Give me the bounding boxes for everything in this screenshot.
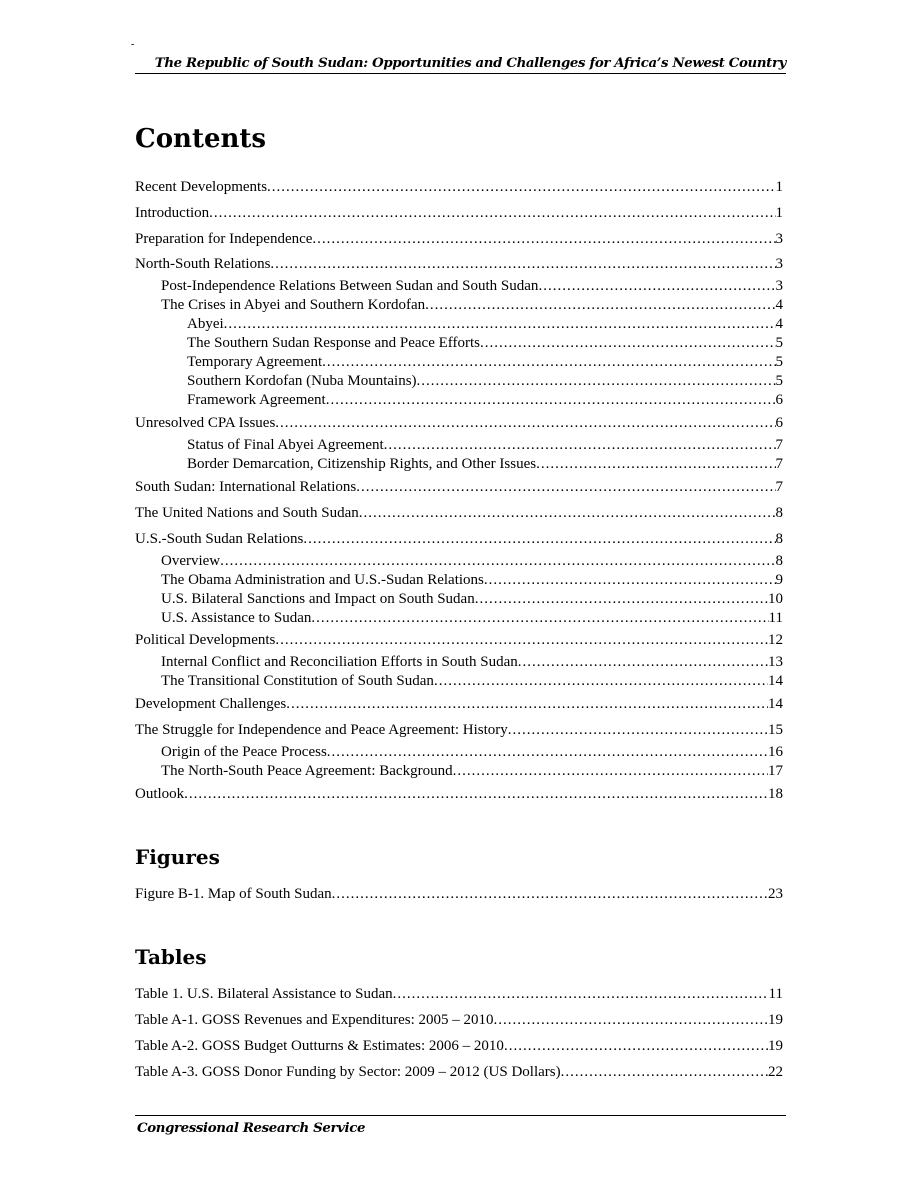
- toc-entry-page: 15: [768, 722, 783, 738]
- toc-entry[interactable]: [135, 885, 783, 904]
- toc-entry[interactable]: [135, 436, 783, 455]
- dot-leader: [267, 178, 775, 197]
- dot-leader: [536, 455, 775, 474]
- dot-leader: [275, 631, 768, 650]
- toc-entry[interactable]: [135, 277, 783, 296]
- toc-entry-title: Border Demarcation, Citizenship Rights, and Other Issues: [187, 456, 537, 472]
- toc-entry[interactable]: [135, 571, 783, 590]
- toc-entry[interactable]: [135, 315, 783, 334]
- dot-leader: [184, 785, 768, 804]
- toc-entry[interactable]: [135, 255, 783, 274]
- toc-entry-title: Recent Developments: [135, 179, 268, 195]
- toc-entry[interactable]: [135, 204, 783, 223]
- toc-entry-page: 14: [768, 696, 783, 712]
- dot-leader: [504, 1037, 768, 1056]
- toc-entry-title: Introduction: [135, 205, 210, 221]
- dot-leader: [475, 590, 768, 609]
- dot-leader: [326, 391, 776, 410]
- toc-entry[interactable]: [135, 631, 783, 650]
- toc-entry-title: Figure B-1. Map of South Sudan: [135, 886, 332, 902]
- contents-heading: Contents: [135, 124, 267, 154]
- toc-entry[interactable]: [135, 985, 783, 1004]
- toc-entry[interactable]: [135, 230, 783, 249]
- figures-heading: Figures: [135, 845, 220, 869]
- toc-entry[interactable]: [135, 504, 783, 523]
- toc-entry-title: U.S. Assistance to Sudan: [161, 610, 312, 626]
- toc-entry-title: Unresolved CPA Issues: [135, 415, 276, 431]
- toc-entry-page: 6: [775, 392, 783, 408]
- stray-mark: -: [131, 39, 135, 50]
- toc-entry-title: North-South Relations: [135, 256, 271, 272]
- toc-entry-page: 23: [768, 886, 783, 902]
- toc-entry-page: 16: [768, 744, 783, 760]
- toc-entry-title: Origin of the Peace Process: [161, 744, 327, 760]
- toc-entry-title: Internal Conflict and Reconciliation Efforts in South Sudan: [161, 654, 518, 670]
- footer-rule: [135, 1115, 786, 1116]
- toc-entry-page: 7: [775, 437, 783, 453]
- toc-entry-page: 8: [775, 505, 783, 521]
- toc-entry-page: 5: [775, 335, 783, 351]
- toc-entry-title: U.S.-South Sudan Relations: [135, 531, 304, 547]
- dot-leader: [417, 372, 776, 391]
- toc-entry[interactable]: [135, 721, 783, 740]
- toc-entry[interactable]: [135, 762, 783, 781]
- toc-entry-title: The Southern Sudan Response and Peace Efforts: [187, 335, 480, 351]
- toc-entry-page: 10: [768, 591, 783, 607]
- tables-heading: Tables: [135, 945, 207, 969]
- toc-entry-title: Abyei: [187, 316, 224, 332]
- dot-leader: [220, 552, 775, 571]
- toc-entry-title: Status of Final Abyei Agreement: [187, 437, 384, 453]
- toc-entry-page: 17: [768, 763, 783, 779]
- toc-entry[interactable]: [135, 334, 783, 353]
- dot-leader: [359, 504, 776, 523]
- dot-leader: [311, 609, 768, 628]
- dot-leader: [393, 985, 769, 1004]
- toc-entry-page: 5: [775, 373, 783, 389]
- toc-entry-title: Political Developments: [135, 632, 276, 648]
- toc-entry-title: U.S. Bilateral Sanctions and Impact on South Sudan: [161, 591, 475, 607]
- toc-entry-title: Table A-2. GOSS Budget Outturns & Estimates: 2006 – 2010: [135, 1038, 504, 1054]
- dot-leader: [480, 334, 776, 353]
- toc-entry-page: 9: [775, 572, 783, 588]
- running-header: The Republic of South Sudan: Opportunities and Challenges for Africa’s Newest Country: [135, 56, 786, 74]
- toc-entry-page: 1: [775, 205, 783, 221]
- toc-entry-page: 14: [768, 673, 783, 689]
- dot-leader: [275, 414, 775, 433]
- toc-entry-title: Development Challenges: [135, 696, 287, 712]
- dot-leader: [224, 315, 776, 334]
- dot-leader: [561, 1063, 768, 1082]
- toc-entry-title: Table 1. U.S. Bilateral Assistance to Sudan: [135, 986, 393, 1002]
- dot-leader: [327, 743, 768, 762]
- toc-entry[interactable]: [135, 743, 783, 762]
- toc-entry[interactable]: [135, 455, 783, 474]
- toc-entry-title: South Sudan: International Relations: [135, 479, 357, 495]
- dot-leader: [270, 255, 775, 274]
- toc-entry-page: 3: [775, 231, 783, 247]
- toc-entry-page: 22: [768, 1064, 783, 1080]
- dot-leader: [286, 695, 768, 714]
- toc-entry[interactable]: [135, 372, 783, 391]
- toc-entry-page: 19: [768, 1038, 783, 1054]
- dot-leader: [453, 762, 768, 781]
- dot-leader: [332, 885, 768, 904]
- toc-entry-page: 8: [775, 531, 783, 547]
- dot-leader: [493, 1011, 768, 1030]
- toc-entry-page: 3: [775, 278, 783, 294]
- footer-publisher: Congressional Research Service: [137, 1121, 366, 1136]
- toc-entry-page: 1: [775, 179, 783, 195]
- toc-entry[interactable]: [135, 478, 783, 497]
- dot-leader: [384, 436, 776, 455]
- toc-entry-title: The North-South Peace Agreement: Background: [161, 763, 453, 779]
- dot-leader: [434, 672, 768, 691]
- toc-entry[interactable]: [135, 296, 783, 315]
- toc-entry-title: The United Nations and South Sudan: [135, 505, 359, 521]
- toc-entry[interactable]: [135, 695, 783, 714]
- toc-entry-title: Table A-3. GOSS Donor Funding by Sector: 2009 – 2012 (US Dollars): [135, 1064, 561, 1080]
- toc-entry-page: 4: [775, 297, 783, 313]
- toc-entry-page: 5: [775, 354, 783, 370]
- toc-entry[interactable]: [135, 178, 783, 197]
- toc-entry-page: 7: [775, 456, 783, 472]
- toc-entry[interactable]: [135, 653, 783, 672]
- toc-entry-page: 19: [768, 1012, 783, 1028]
- toc-entry[interactable]: [135, 391, 783, 410]
- dot-leader: [356, 478, 775, 497]
- toc-entry-title: The Obama Administration and U.S.-Sudan Relations: [161, 572, 484, 588]
- dot-leader: [209, 204, 775, 223]
- dot-leader: [303, 530, 775, 549]
- toc-entry[interactable]: [135, 609, 783, 628]
- toc-entry-title: Outlook: [135, 786, 185, 802]
- toc-entry-page: 12: [768, 632, 783, 648]
- toc-entry-title: The Crises in Abyei and Southern Kordofan: [161, 297, 426, 313]
- toc-entry-title: The Struggle for Independence and Peace Agreement: History: [135, 722, 508, 738]
- toc-entry[interactable]: [135, 785, 783, 804]
- toc-entry-page: 6: [775, 415, 783, 431]
- toc-entry-title: Preparation for Independence: [135, 231, 313, 247]
- toc-entry-title: Southern Kordofan (Nuba Mountains): [187, 373, 417, 389]
- toc-entry[interactable]: [135, 353, 783, 372]
- toc-entry[interactable]: [135, 672, 783, 691]
- toc-entry-title: Temporary Agreement: [187, 354, 323, 370]
- toc-entry-title: The Transitional Constitution of South Sudan: [161, 673, 434, 689]
- dot-leader: [484, 571, 776, 590]
- toc-entry[interactable]: [135, 414, 783, 433]
- toc-entry-page: 11: [768, 610, 783, 626]
- toc-entry-page: 7: [775, 479, 783, 495]
- toc-entry-page: 3: [775, 256, 783, 272]
- toc-entry-title: Table A-1. GOSS Revenues and Expenditures: 2005 – 2010: [135, 1012, 494, 1028]
- toc-entry-page: 8: [775, 553, 783, 569]
- toc-entry-page: 4: [775, 316, 783, 332]
- toc-entry[interactable]: [135, 590, 783, 609]
- toc-entry[interactable]: [135, 1037, 783, 1056]
- toc-entry[interactable]: [135, 1063, 783, 1082]
- toc-entry-title: Post-Independence Relations Between Sudan and South Sudan: [161, 278, 539, 294]
- toc-entry[interactable]: [135, 552, 783, 571]
- toc-entry-title: Framework Agreement: [187, 392, 326, 408]
- dot-leader: [312, 230, 775, 249]
- toc-entry[interactable]: [135, 1011, 783, 1030]
- dot-leader: [538, 277, 775, 296]
- dot-leader: [518, 653, 768, 672]
- toc-entry-page: 13: [768, 654, 783, 670]
- dot-leader: [322, 353, 775, 372]
- dot-leader: [425, 296, 775, 315]
- dot-leader: [508, 721, 768, 740]
- toc-entry-title: Overview: [161, 553, 221, 569]
- toc-entry-page: 18: [768, 786, 783, 802]
- toc-entry-page: 11: [768, 986, 783, 1002]
- toc-entry[interactable]: [135, 530, 783, 549]
